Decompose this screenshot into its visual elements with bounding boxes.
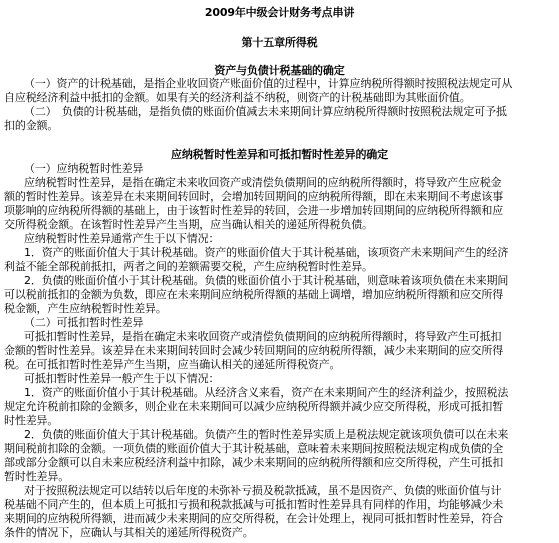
paragraph-line: （二） 负债的计税基础，是指负债的账面价值减去未来期间计算应纳税所得额时按照税法规定可予抵	[24, 105, 507, 118]
paragraph-line: 可抵扣暂时性差异，是指在确定未来收回资产或清偿负债期间的应纳税所得额时，将导致产生可抵扣	[24, 330, 502, 343]
chapter-title: 第十五章所得税	[241, 36, 318, 49]
paragraph-line: 可抵扣暂时性差异一般产生于以下情况：	[24, 372, 220, 385]
paragraph-line: 交所得税金额。在该暂时性差异产生当期，应当确认相关的递延所得税负债。	[4, 218, 373, 231]
paragraph-line: 额的暂时性差异。该差异在未来期间转回时，会增加转回期间的应纳税所得额，即在未来期间不考虑该事	[4, 190, 504, 203]
paragraph-line: 2．负债的账面价值小于其计税基础。负债的账面价值小于其计税基础，则意味着该项负债在未来期间	[24, 274, 509, 287]
paragraph-line: 税金额，产生应纳税暂时性差异。	[4, 302, 167, 315]
paragraph-line: 可以税前抵扣的金额为负数，即应在未来期间应纳税所得额的基础上调增，增加应纳税所得额和应交所得	[4, 288, 504, 301]
paragraph-line: 应纳税暂时性差异通常产生于以下情况：	[24, 232, 220, 245]
paragraph-line: 期间税前扣除的金额。一项负债的账面价值大于其计税基础，意味着未来期间按照税法规定构成负债的全	[4, 442, 504, 455]
paragraph-line: 条件的情况下，应确认与其相关的递延所得税资产。	[4, 526, 254, 539]
paragraph-line: 来期间的应纳税所得额，进而减少未来期间的应交所得税，在会计处理上，视同可抵扣暂时性差异，符合	[4, 512, 504, 525]
paragraph-line: 1．资产的账面价值大于其计税基础。资产的账面价值大于其计税基础，该项资产未来期间产生的经济	[24, 246, 509, 259]
paragraph-line: 税基础不同产生的，但本质上可抵扣亏损和税款抵减与可抵扣暂时性差异具有同样的作用，均能够减少未	[4, 498, 504, 511]
section-heading-temporary-differences: 应纳税暂时性差异和可抵扣暂时性差异的确定	[171, 148, 388, 161]
paragraph-line: 部或部分金额可以自未来应税经济利益中扣除，减少未来期间的应纳税所得额和应交所得税，产生可抵扣	[4, 456, 504, 469]
paragraph-line: 应纳税暂时性差异，是指在确定未来收回资产或清偿负债期间的应纳税所得额时，将导致产生应税金	[24, 176, 502, 189]
paragraph-line: 自应税经济利益中抵扣的金额。如果有关的经济利益不纳税，则资产的计税基础即为其账面价值。	[4, 91, 471, 104]
paragraph-line: 1．资产的账面价值小于其计税基础。从经济含义来看，资产在未来期间产生的经济利益少，按照税法	[24, 386, 509, 399]
paragraph-line: 时性差异。	[4, 414, 59, 427]
paragraph-line: 对于按照税法规定可以结转以后年度的未弥补亏损及税款抵减，虽不是因资产、负债的账面价值与计	[24, 484, 502, 497]
paragraph-line: （一）资产的计税基础，是指企业收回资产账面价值的过程中，计算应纳税所得额时按照税法规定可从	[24, 77, 513, 90]
subsection-heading-deductible-difference: （二）可抵扣暂时性差异	[24, 316, 144, 329]
section-heading-tax-base: 资产与负债计税基础的确定	[214, 64, 345, 77]
paragraph-line: 2．负债的账面价值大于其计税基础。负债产生的暂时性差异实质上是税法规定就该项负债可以在未来	[24, 428, 509, 441]
paragraph-line: 金额的暂时性差异。该差异在未来期间转回时会减少转回期间的应纳税所得额，减少未来期间的应交所得	[4, 344, 504, 357]
paragraph-line: 利益不能全部税前抵扣，两者之间的差额需要交税，产生应纳税暂时性差异。	[4, 260, 373, 273]
paragraph-line: 暂时性差异。	[4, 470, 70, 483]
paragraph-line: 扣的金额。	[4, 119, 59, 132]
paragraph-line: 项影响的应纳税所得额的基础上，由于该暂时性差异的转回，会进一步增加转回期间的应纳税所得额和应	[4, 204, 504, 217]
document-title: 2009年中级会计财务考点串讲	[204, 6, 355, 19]
paragraph-line: 规定允许税前扣除的金额多，则企业在未来期间可以减少应纳税所得额并减少应交所得税，形成可抵扣暂	[4, 400, 504, 413]
subsection-heading-taxable-difference: （一）应纳税暂时性差异	[24, 162, 144, 175]
paragraph-line: 税。在可抵扣暂时性差异产生当期，应当确认相关的递延所得税资产。	[4, 358, 341, 371]
